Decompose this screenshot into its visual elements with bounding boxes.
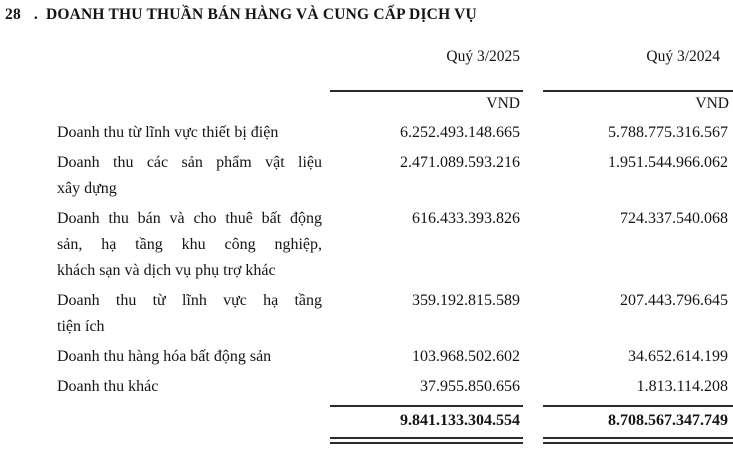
row-label-line: tiện ích	[57, 318, 105, 335]
total-bottom-double-rule-q3-2024	[543, 437, 733, 444]
row-value-q3-2024: 5.788.775.316.567	[608, 124, 728, 141]
totals-row	[5, 408, 733, 434]
row-value-q3-2025: 6.252.493.148.665	[400, 124, 520, 141]
table-body	[5, 120, 733, 400]
column-gap	[523, 94, 543, 113]
row-label-line: Doanh thu từ lĩnh vực hạ tầng	[57, 292, 322, 309]
row-label	[57, 288, 322, 340]
table-row	[5, 288, 733, 340]
row-value-q3-2024: 34.652.614.199	[628, 348, 728, 365]
section-number: 28	[5, 6, 21, 23]
column-header-q3-2024: Quý 3/2024	[646, 48, 720, 65]
column-gap	[523, 206, 543, 284]
column-gap	[523, 47, 543, 66]
row-label-line: xây dựng	[57, 180, 117, 197]
row-label	[57, 374, 322, 400]
row-value-q3-2024: 724.337.540.068	[620, 210, 728, 227]
table-row	[5, 120, 733, 146]
row-label	[57, 150, 322, 202]
row-label	[57, 120, 322, 146]
header-underline-row	[5, 90, 733, 92]
column-gap	[523, 405, 543, 407]
table-row	[5, 344, 733, 370]
row-label-line: sản, hạ tầng khu công nghiệp,	[57, 236, 322, 253]
table-row	[5, 206, 733, 284]
header-underline-q3-2024	[543, 90, 733, 92]
row-value-q3-2024: 207.443.796.645	[620, 292, 728, 309]
total-top-rule-row	[5, 405, 733, 407]
header-underline-q3-2025	[330, 90, 523, 92]
header-spacer	[57, 47, 322, 66]
column-header-q3-2025: Quý 3/2025	[446, 48, 520, 65]
total-bottom-double-rule-row	[5, 437, 733, 444]
total-value-q3-2025: 9.841.133.304.554	[400, 412, 520, 429]
rule-spacer	[57, 405, 322, 407]
unit-label-q3-2025: VND	[486, 95, 520, 112]
total-value-q3-2024: 8.708.567.347.749	[608, 412, 728, 429]
total-top-rule-q3-2024	[543, 405, 733, 407]
row-value-q3-2025: 37.955.850.656	[420, 378, 520, 395]
column-gap	[523, 120, 543, 146]
column-gap	[523, 408, 543, 434]
row-label	[57, 206, 322, 284]
column-gap	[523, 374, 543, 400]
row-value-q3-2024: 1.951.544.966.062	[608, 154, 728, 171]
rule-spacer	[57, 90, 322, 92]
total-top-rule-q3-2025	[330, 405, 523, 407]
rule-spacer	[57, 437, 322, 444]
column-gap	[523, 437, 543, 444]
unit-row	[5, 94, 733, 113]
total-spacer	[57, 408, 322, 434]
page-title: DOANH THU THUẦN BÁN HÀNG VÀ CUNG CẤP DỊCH VỤ	[45, 6, 477, 23]
unit-spacer	[57, 94, 322, 113]
row-label-line: Doanh thu các sản phẩm vật liệu	[57, 154, 322, 171]
section-title	[5, 5, 733, 25]
row-value-q3-2024: 1.813.114.208	[636, 378, 728, 395]
row-label-line: Doanh thu bán và cho thuê bất động	[57, 210, 322, 227]
column-gap	[523, 344, 543, 370]
total-bottom-double-rule-q3-2025	[330, 437, 523, 444]
column-gap	[523, 150, 543, 202]
row-label-line: Doanh thu hàng hóa bất động sản	[57, 348, 272, 365]
row-label	[57, 344, 322, 370]
row-label-line: khách sạn và dịch vụ phụ trợ khác	[57, 262, 276, 279]
column-gap	[523, 288, 543, 340]
column-gap	[523, 90, 543, 92]
row-label-line: Doanh thu khác	[57, 378, 159, 395]
table-row	[5, 150, 733, 202]
row-value-q3-2025: 616.433.393.826	[412, 210, 520, 227]
row-value-q3-2025: 2.471.089.593.216	[400, 154, 520, 171]
row-label-line: Doanh thu từ lĩnh vực thiết bị điện	[57, 124, 279, 141]
column-header-row	[5, 47, 733, 66]
row-value-q3-2025: 103.968.502.602	[412, 348, 520, 365]
row-value-q3-2025: 359.192.815.589	[412, 292, 520, 309]
unit-label-q3-2024: VND	[695, 95, 729, 112]
section-number-separator: .	[33, 6, 38, 23]
table-row	[5, 374, 733, 400]
